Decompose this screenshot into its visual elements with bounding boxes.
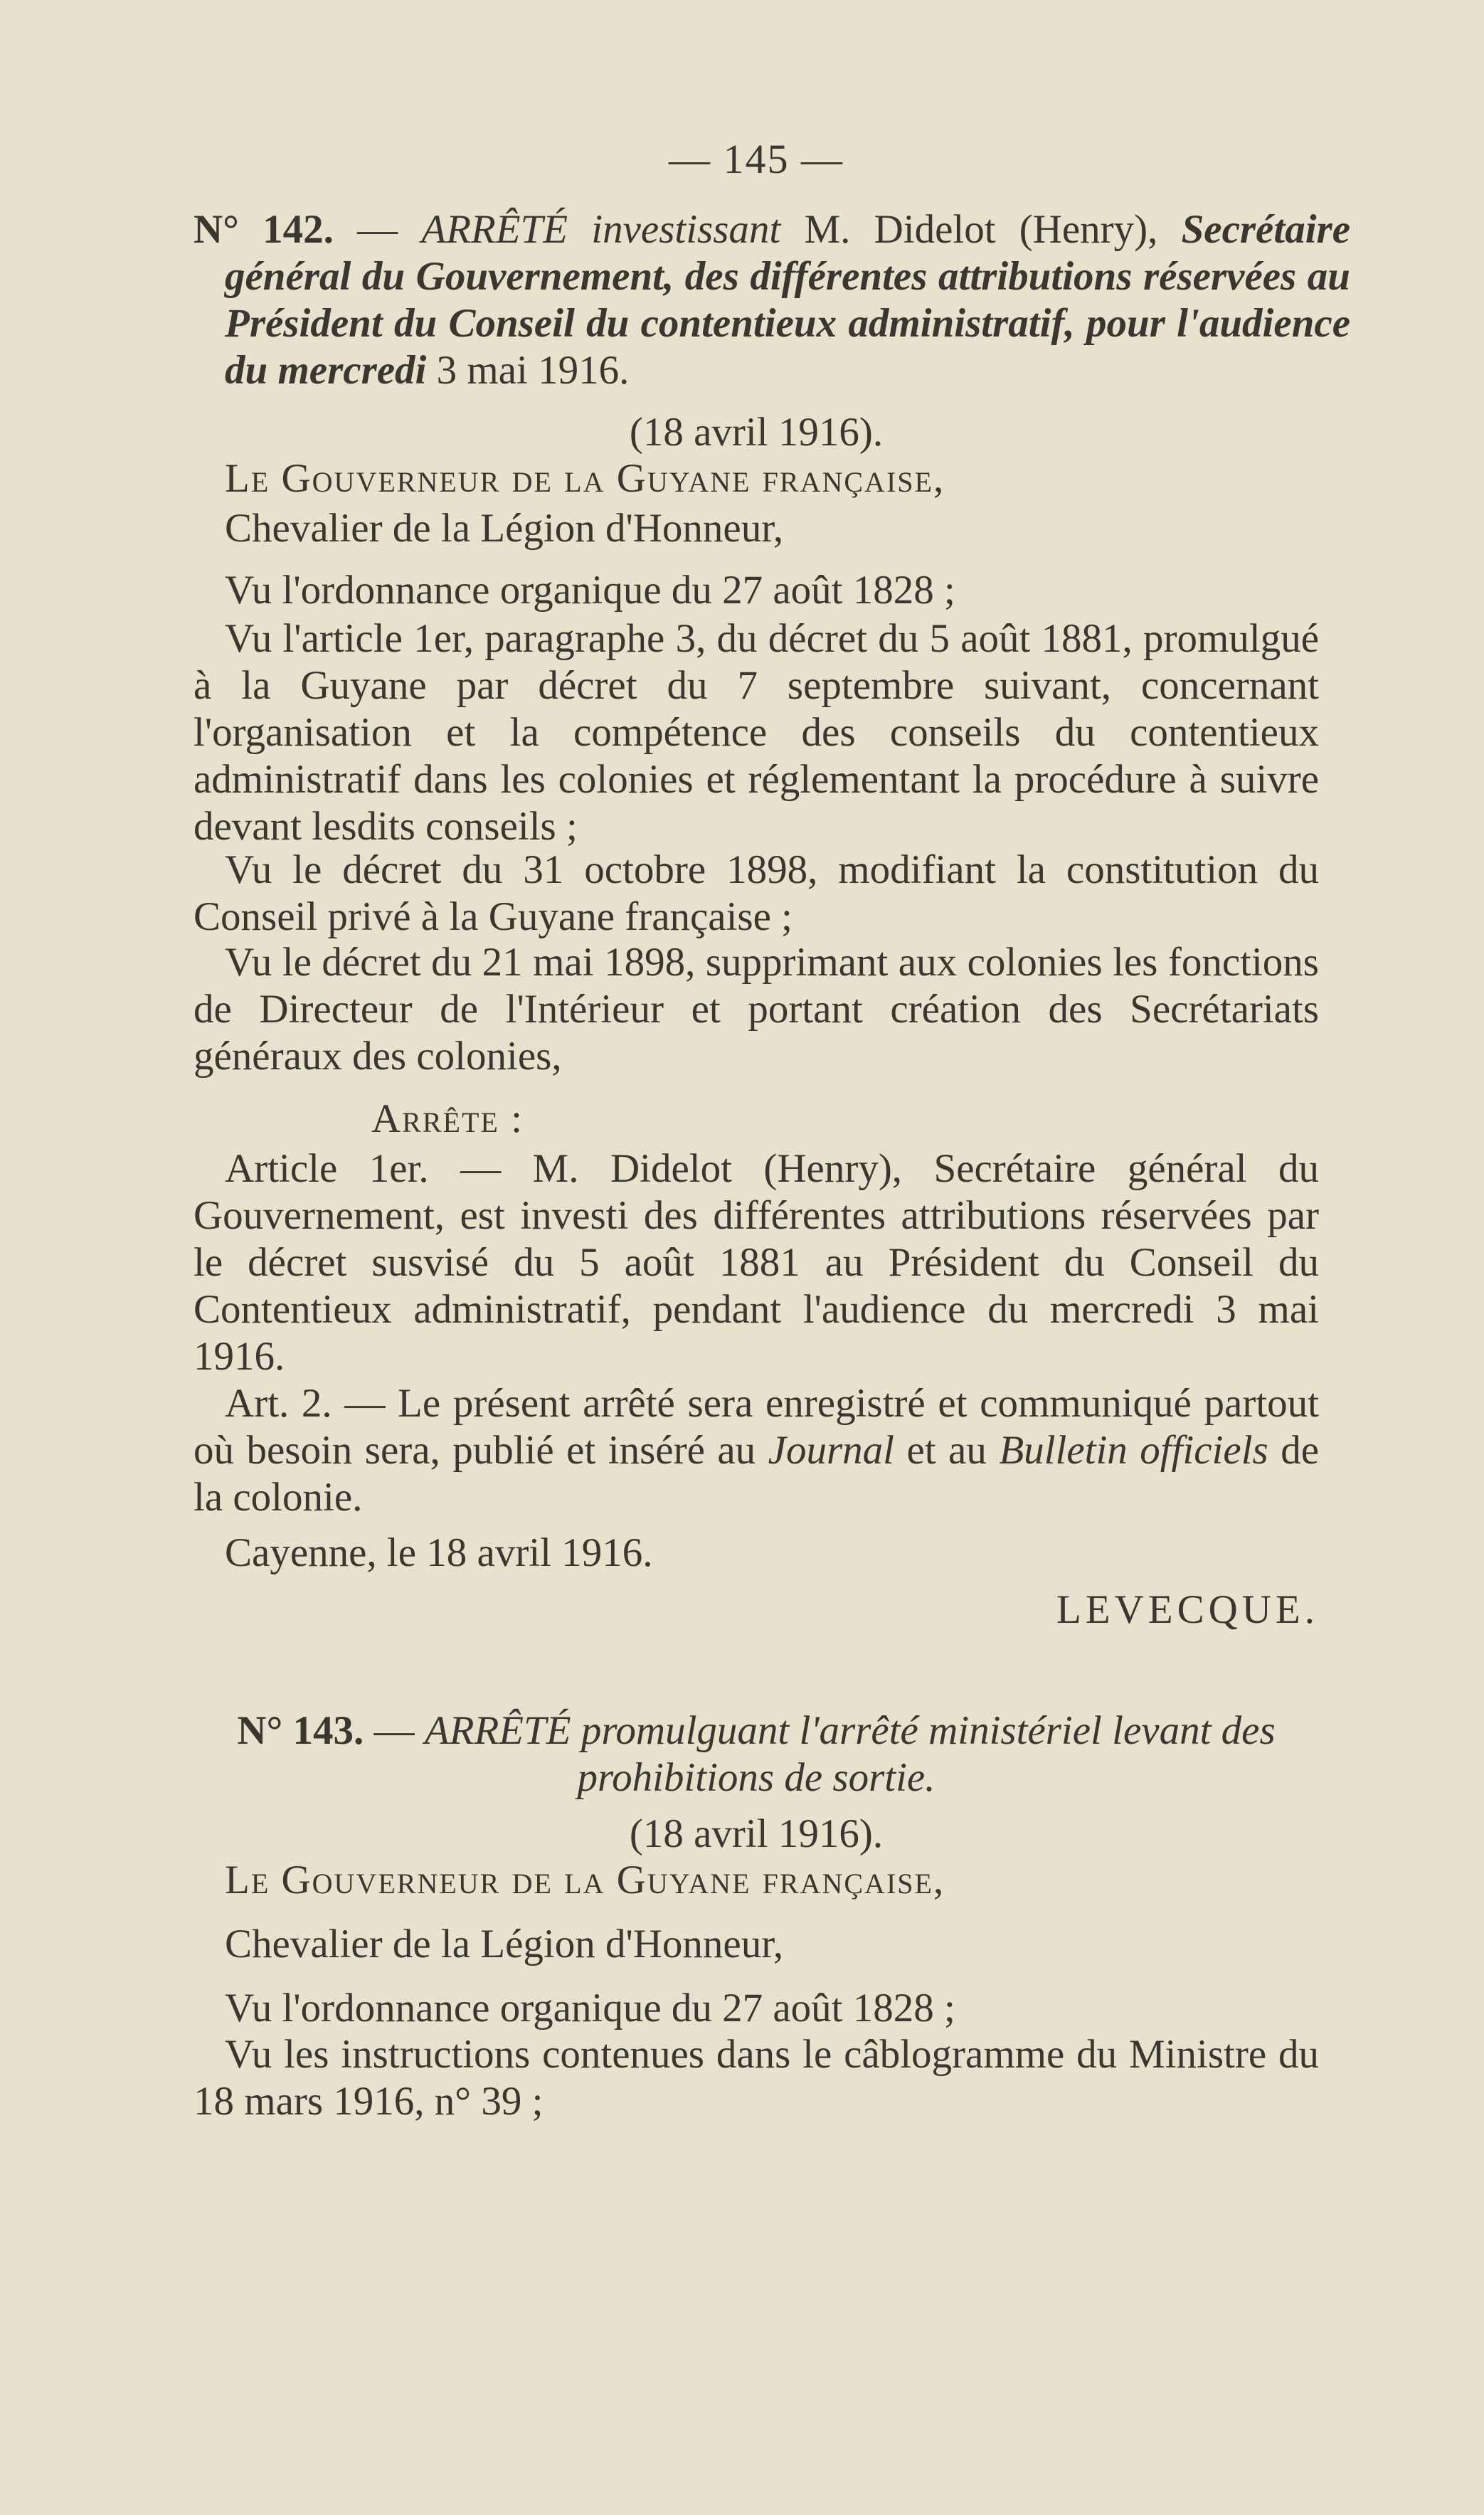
decree-142-place-date: Cayenne, le 18 avril 1916. [225, 1530, 653, 1575]
decree-142-art2-journal: Journal [768, 1428, 894, 1473]
decree-143-governor: Le Gouverneur de la Guyane française, [225, 1858, 945, 1902]
decree-142-title-b: Secrétaire général du Gouvernement, des différentes attributions réservées au Président du Conseil du contentieux administratif, pour l'audience du mercredi [225, 207, 1351, 393]
decree-142-person: M. Didelot (Henry), [804, 207, 1182, 252]
decree-142-chevalier: Chevalier de la Légion d'Honneur, [225, 506, 784, 551]
decree-142-signature: LEVECQUE. [1056, 1587, 1319, 1632]
decree-143-dash: — [364, 1708, 425, 1753]
decree-142-arrete-line [194, 1096, 1484, 1143]
page-number: — 145 — [669, 136, 844, 182]
decree-143-governor-line [194, 1857, 1319, 1904]
decree-142-type: ARRÊTÉ [421, 207, 568, 252]
decree-142-governor: Le Gouverneur de la Guyane française, [225, 456, 945, 501]
decree-142-governor-line [194, 455, 1319, 502]
decree-142-art2-a: Art. 2. — Le présent arrêté sera enregistré et communiqué partout où besoin sera, publié et inséré au [194, 1381, 1319, 1473]
decree-142-vu-3: Vu le décret du 31 octobre 1898, modifiant la constitution du Conseil privé à la Guyane française ; [194, 847, 1319, 939]
decree-142-arrete: Arrête : [371, 1096, 524, 1141]
decree-142-date: (18 avril 1916). [629, 410, 884, 455]
decree-142-article-2 [194, 1380, 1319, 1521]
decree-142-heading [194, 206, 1350, 394]
decree-143-type: ARRÊTÉ [424, 1708, 571, 1753]
decree-142-dash: — [333, 207, 422, 252]
decree-142-article-1: Article 1er. — M. Didelot (Henry), Secrétaire général du Gouvernement, est investi des différentes attributions réservées par le décret susvisé du 5 août 1881 au Président du Conseil du Contentieux administratif, pendant l'audience du mercredi 3 mai 1916. [194, 1146, 1319, 1379]
decree-142-art2-bulletin: Bulletin officiels [999, 1428, 1268, 1473]
decree-143-title: promulguant l'arrêté ministériel levant des prohibitions de sortie. [571, 1708, 1276, 1800]
decree-142-title-a: investissant [568, 207, 805, 252]
decree-142-number: N° 142. [194, 207, 334, 252]
decree-143-vu-1: Vu l'ordonnance organique du 27 août 1828 ; [225, 1986, 955, 2030]
decree-143-heading [194, 1707, 1319, 1801]
decree-143-date: (18 avril 1916). [629, 1811, 884, 1856]
decree-142-title-date: 3 mai 1916. [436, 348, 630, 393]
decree-142-vu-2: Vu l'article 1er, paragraphe 3, du décret du 5 août 1881, promulgué à la Guyane par décret du 7 septembre suivant, concernant l'organisation et la compétence des conseils du contentieux administratif dans les colonies et réglementant la procédure à suivre devant lesdits conseils ; [194, 616, 1319, 849]
decree-142-art2-b: et au [894, 1428, 1000, 1473]
decree-143-vu-2: Vu les instructions contenues dans le câblogramme du Ministre du 18 mars 1916, n° 39 ; [194, 2032, 1319, 2124]
decree-143-number: N° 143. [237, 1708, 364, 1753]
decree-142-vu-1: Vu l'ordonnance organique du 27 août 1828 ; [225, 568, 955, 613]
decree-143-chevalier: Chevalier de la Légion d'Honneur, [225, 1922, 784, 1966]
decree-142-art2-c: de la colonie. [194, 1428, 1320, 1520]
decree-142-vu-4: Vu le décret du 21 mai 1898, supprimant aux colonies les fonctions de Directeur de l'Intérieur et portant création des Secrétariats généraux des colonies, [194, 940, 1319, 1079]
